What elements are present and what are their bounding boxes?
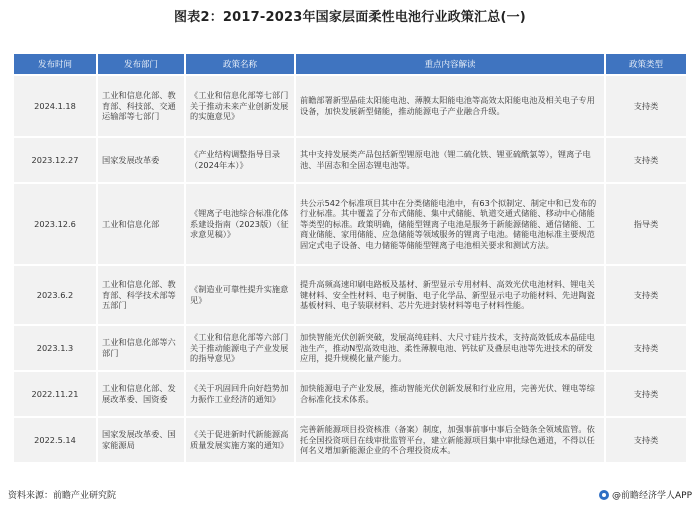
cell-dept: 工业和信息化部、教育部、科学技术部等五部门 (98, 266, 184, 324)
table-row (14, 266, 686, 324)
cell-dept: 工业和信息化部、发展改革委、国资委 (98, 372, 184, 416)
cell-date: 2023.12.6 (14, 184, 96, 264)
table-row (14, 372, 686, 416)
cell-date: 2023.6.2 (14, 266, 96, 324)
cell-policy-type: 支持类 (606, 418, 686, 462)
cell-date: 2024.1.18 (14, 76, 96, 136)
cell-dept: 国家发展改革委 (98, 138, 184, 182)
cell-dept: 工业和信息化部、教育部、科技部、交通运输部等七部门 (98, 76, 184, 136)
table-header-row (14, 54, 686, 74)
cell-key-content: 其中支持发展类产品包括新型锂原电池（锂二硫化铁、锂亚硫酰氯等），锂离子电池、半固态和全固态锂电池等。 (296, 138, 604, 182)
cell-key-content: 加快智能光伏创新突破，发展高纯硅料、大尺寸硅片技术，支持高效低成本晶硅电池生产，推动N型高效电池、柔性薄膜电池、钙钛矿及叠层电池等先进技术的研发应用，提升规模化量产能力。 (296, 326, 604, 370)
cell-policy-type: 支持类 (606, 266, 686, 324)
cell-date: 2023.12.27 (14, 138, 96, 182)
brand-credit-text: @前瞻经济学人APP (611, 491, 692, 501)
brand-logo-icon (599, 490, 609, 500)
table-row (14, 76, 686, 136)
cell-key-content: 共公示542个标准项目其中在分类储能电池中，有63个拟制定、制定中和已发布的行业标准。其中覆盖了分布式储能、集中式储能、轨道交通式储能、移动中心储能等类型的标准。政策明确，储能型锂离子电池是服务于新能源储能、通信储能、工商业储能、家用储能、应急储能等领域服务的锂离子电池。储能电池标准主要规范固定式电子设备、电力储能等储能型锂离子电池相关要求和测试方法。 (296, 184, 604, 264)
cell-key-content: 加快能源电子产业发展，推动智能光伏创新发展和行业应用，完善光伏、锂电等综合标准化技术体系。 (296, 372, 604, 416)
cell-dept: 国家发展改革委、国家能源局 (98, 418, 184, 462)
cell-policy-type: 支持类 (606, 326, 686, 370)
cell-policy-name: 《产业结构调整指导目录（2024年本）》 (186, 138, 294, 182)
cell-policy-name: 《关于巩固回升向好趋势加力振作工业经济的通知》 (186, 372, 294, 416)
header-key-content: 重点内容解读 (296, 54, 604, 74)
source-note: 资料来源：前瞻产业研究院 (8, 491, 117, 501)
cell-policy-name: 《工业和信息化部等七部门关于推动未来产业创新发展的实施意见》 (186, 76, 294, 136)
cell-policy-type: 支持类 (606, 76, 686, 136)
policy-table (12, 52, 688, 464)
cell-policy-name: 《锂离子电池综合标准化体系建设指南（2023版）（征求意见稿）》 (186, 184, 294, 264)
table-row (14, 326, 686, 370)
cell-date: 2022.11.21 (14, 372, 96, 416)
cell-policy-name: 《关于促进新时代新能源高质量发展实施方案的通知》 (186, 418, 294, 462)
cell-policy-type: 支持类 (606, 372, 686, 416)
cell-key-content: 完善新能源项目投资核准（备案）制度，加强事前事中事后全链条全领域监管。依托全国投资项目在线审批监管平台，建立新能源项目集中审批绿色通道，不得以任何名义增加新能源企业的不合理投资成本。 (296, 418, 604, 462)
cell-dept: 工业和信息化部等六部门 (98, 326, 184, 370)
header-policy-type: 政策类型 (606, 54, 686, 74)
cell-key-content: 前瞻部署新型晶硅太阳能电池、薄膜太阳能电池等高效太阳能电池及相关电子专用设备，加快发展新型储能，推动能源电子产业融合升级。 (296, 76, 604, 136)
table-row (14, 138, 686, 182)
header-date: 发布时间 (14, 54, 96, 74)
chart-title: 图表2：2017-2023年国家层面柔性电池行业政策汇总(一) (174, 10, 526, 25)
cell-dept: 工业和信息化部 (98, 184, 184, 264)
cell-policy-type: 支持类 (606, 138, 686, 182)
cell-policy-name: 《工业和信息化部等六部门关于推动能源电子产业发展的指导意见》 (186, 326, 294, 370)
header-dept: 发布部门 (98, 54, 184, 74)
cell-policy-name: 《制造业可靠性提升实施意见》 (186, 266, 294, 324)
table-row (14, 184, 686, 264)
cell-key-content: 提升高频高速印刷电路板及基材、新型显示专用材料、高效光伏电池材料、锂电关键材料、安全性材料、电子树脂、电子化学品、新型显示电子功能材料、先进陶瓷基板材料、电子装联材料、芯片先进封装材料等电子材料性能。 (296, 266, 604, 324)
brand-credit (599, 488, 692, 501)
cell-date: 2023.1.3 (14, 326, 96, 370)
cell-date: 2022.5.14 (14, 418, 96, 462)
header-policy-name: 政策名称 (186, 54, 294, 74)
cell-policy-type: 指导类 (606, 184, 686, 264)
table-row (14, 418, 686, 462)
